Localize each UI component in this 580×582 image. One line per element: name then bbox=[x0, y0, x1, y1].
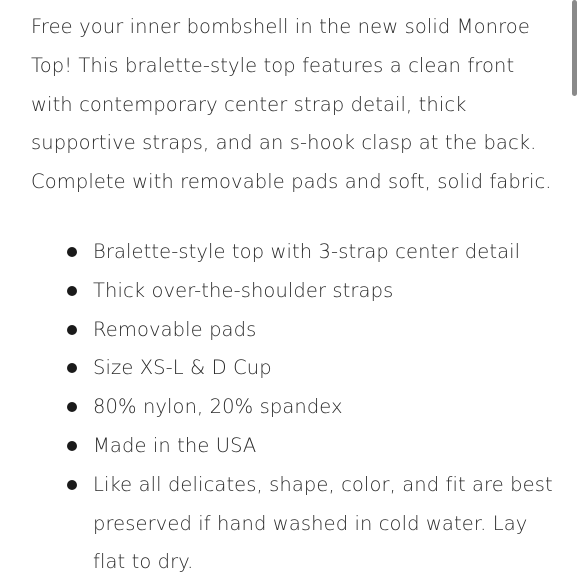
bullet-icon bbox=[67, 325, 77, 335]
bullet-icon bbox=[67, 402, 77, 412]
feature-text: Thick over-the-shoulder straps bbox=[93, 278, 394, 302]
bullet-icon bbox=[67, 247, 77, 257]
bullet-icon bbox=[67, 363, 77, 373]
list-item bbox=[31, 388, 561, 427]
list-item bbox=[31, 272, 561, 311]
feature-text: 80% nylon, 20% spandex bbox=[93, 395, 343, 419]
list-item bbox=[31, 311, 561, 350]
bullet-icon bbox=[67, 441, 77, 451]
product-description: Free your inner bombshell in the new solid Monroe Top! This bralette-style top features a clean front with contemporary center strap detail, thick supportive straps, and an s-hook clasp at the back. Complete with removable pads and soft, solid fabric. bbox=[31, 15, 552, 194]
bullet-icon bbox=[67, 480, 77, 490]
feature-text: Bralette-style top with 3-strap center detail bbox=[93, 240, 521, 263]
list-item bbox=[31, 233, 561, 272]
feature-text: Made in the USA bbox=[93, 433, 257, 457]
feature-text: Like all delicates, shape, color, and fit are best preserved if hand washed in cold water. Lay flat to dry. bbox=[93, 472, 553, 574]
feature-text: Removable pads bbox=[93, 317, 257, 341]
list-item bbox=[31, 466, 561, 582]
feature-text: Size XS-L & D Cup bbox=[93, 356, 272, 380]
scrollbar[interactable] bbox=[572, 0, 577, 96]
bullet-icon bbox=[67, 286, 77, 296]
product-description-section bbox=[31, 8, 561, 202]
list-item bbox=[31, 349, 561, 388]
feature-list bbox=[31, 233, 561, 582]
list-item bbox=[31, 427, 561, 466]
